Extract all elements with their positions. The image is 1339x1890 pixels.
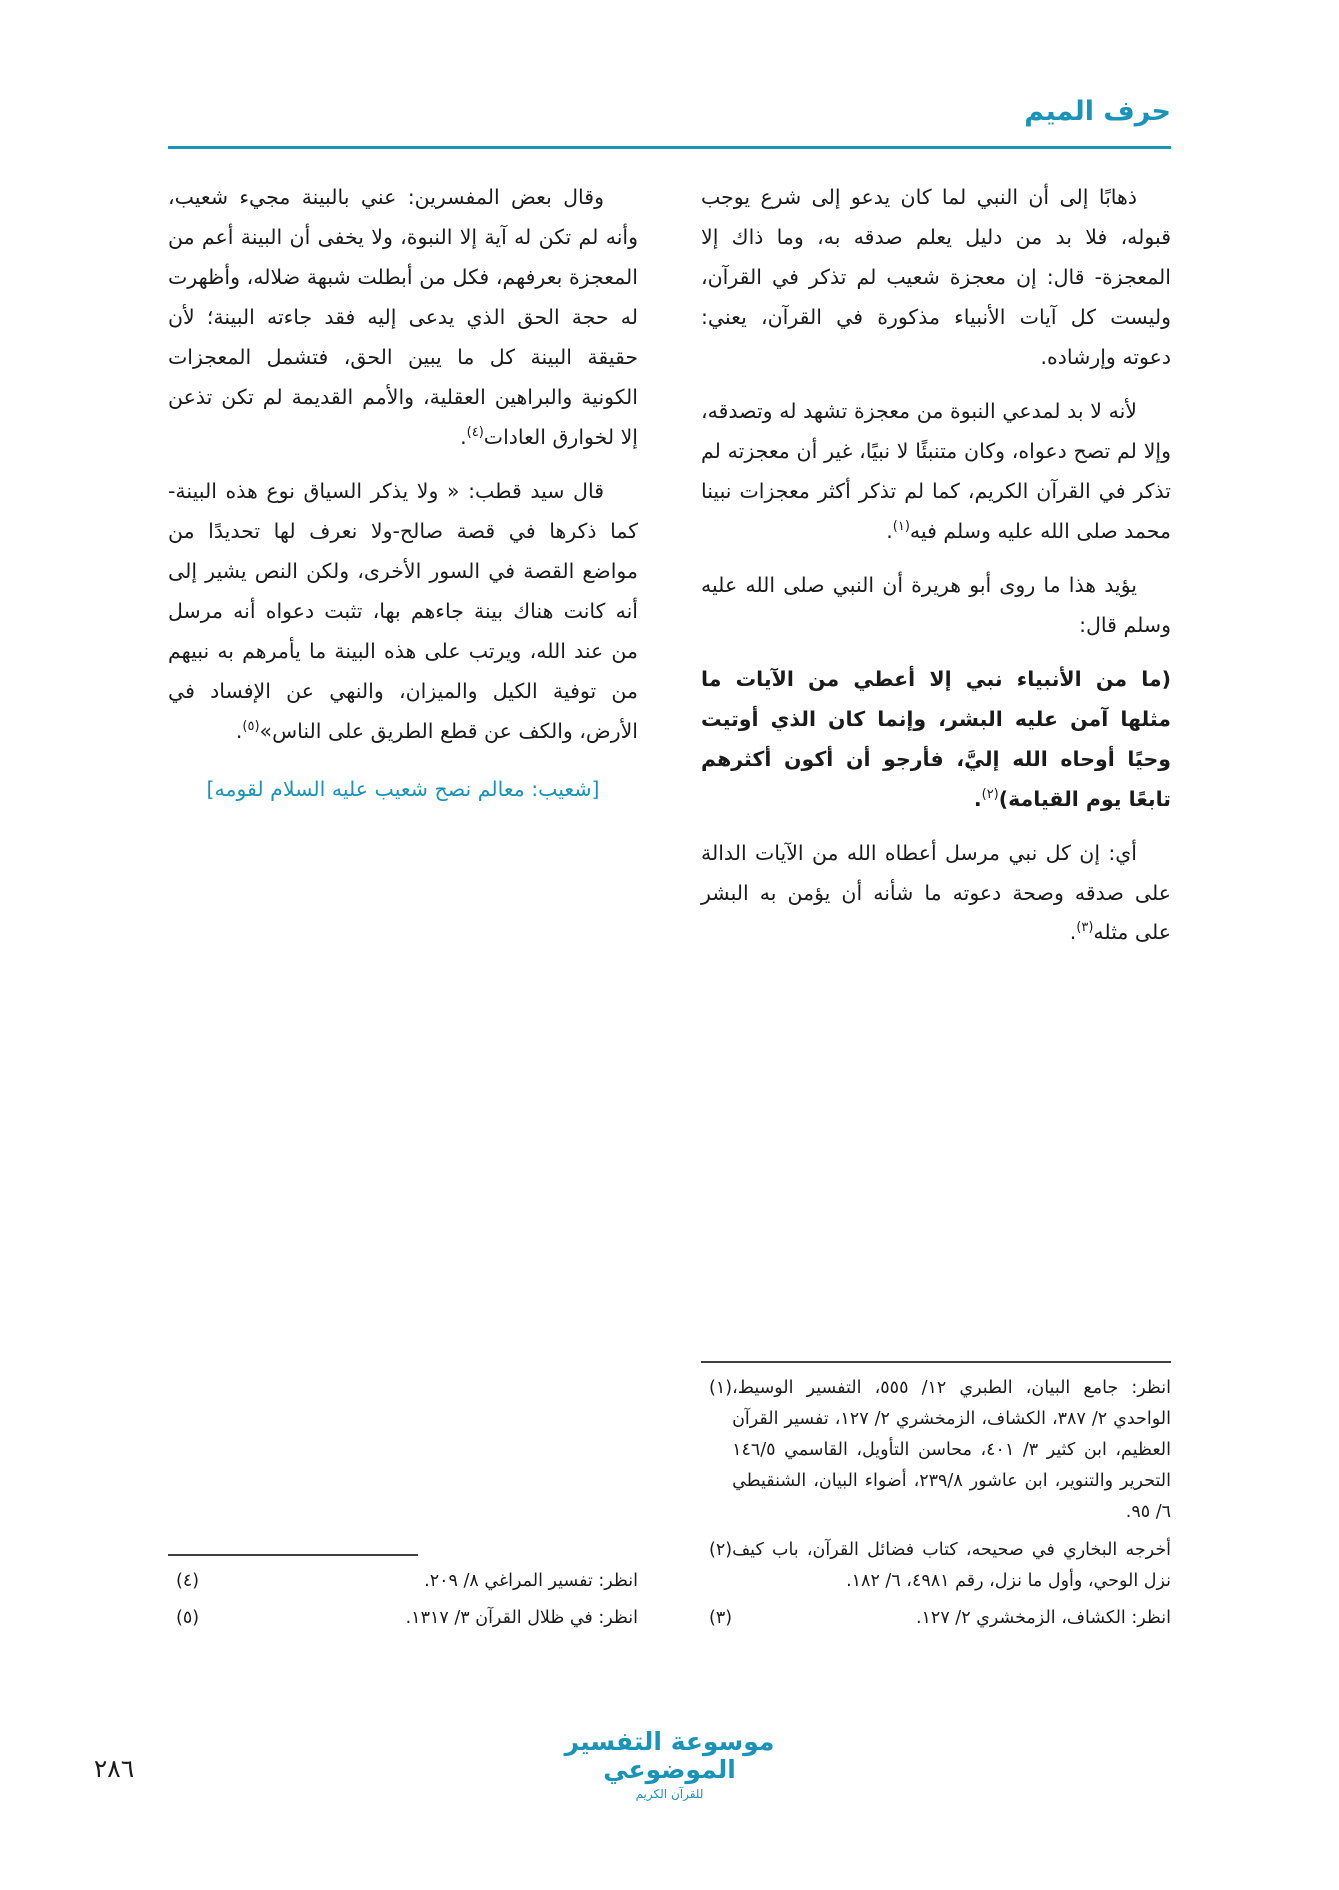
footnote-text: انظر: تفسير المراغي ٨/ ٢٠٩.	[424, 1570, 638, 1591]
footnote-number: (٥)	[176, 1607, 200, 1628]
paragraph: ذهابًا إلى أن النبي لما كان يدعو إلى شرع يوجب قبوله، فلا بد من دليل يعلم صدقه به، وما ذاك إلا المعجزة- قال: إن معجزة شعيب لم تذكر في القرآن، وليست كل آيات الأنبياء مذكورة في القرآن، يعني: دعوته وإرشاده.	[701, 185, 1171, 369]
paragraph: قال سيد قطب: « ولا يذكر السياق نوع هذه البينة-كما ذكرها في قصة صالح-ولا نعرف لها تحديدًا من مواضع القصة في السور الأخرى، ولكن النص يشير إلى أنه كانت هناك بينة جاءهم بها، تثبت دعواه أنه مرسل من عند الله، ويرتب على هذه البينة ما يأمرهم به نبيهم من توفية الكيل والميزان، والنهي عن الإفساد في الأرض، والكف عن قطع الطريق على الناس»$^{(٥)}$.	[168, 478, 638, 743]
logo-main-text: موسوعة التفسير الموضوعي	[564, 1727, 775, 1784]
footnote-item	[168, 1566, 638, 1597]
page-number: ٢٨٦	[93, 1754, 135, 1783]
footnote-number: (١)	[709, 1377, 733, 1398]
page-header	[168, 96, 1171, 156]
footnote-divider	[701, 1361, 1171, 1363]
two-column-body	[168, 178, 1171, 1640]
footnote-ref: (١)	[892, 518, 910, 534]
footnote-ref: (٤)	[466, 424, 484, 440]
footnote-ref: (٢)	[981, 786, 999, 802]
footnote-ref: (٥)	[242, 718, 260, 734]
footnote-text: انظر: جامع البيان، الطبري ١٢/ ٥٥٥، التفسير الوسيط، الواحدي ٢/ ٣٨٧، الكشاف، الزمخشري ٢/ ١٢٧، تفسير القرآن العظيم، ابن كثير ٣/ ٤٠١، محاسن التأويل، القاسمي ١٤٦/٥ التحرير والتنوير، ابن عاشور ٢٣٩/٨، أضواء البيان، الشنقيطي ٦/ ٩٥.	[732, 1377, 1172, 1523]
footnote-ref: (٣)	[1076, 920, 1094, 936]
footnote-item	[701, 1373, 1171, 1529]
column-right	[701, 178, 1171, 967]
logo-sub-text: للقرآن الكريم	[635, 1787, 704, 1801]
hadith-quote: (ما من الأنبياء نبي إلا أعطي من الآيات ما مثلها آمن عليه البشر، وإنما كان الذي أوتيت وحيًا أوحاه الله إليَّ، فأرجو أن أكون أكثرهم تابعًا يوم القيامة)$^{(٢)}$.	[701, 666, 1171, 811]
paragraph: يؤيد هذا ما روى أبو هريرة أن النبي صلى الله عليه وسلم قال:	[701, 572, 1171, 637]
footnote-divider	[168, 1554, 418, 1556]
page-footer	[0, 1728, 1339, 1838]
footnote-text: أخرجه البخاري في صحيحه، كتاب فضائل القرآن، باب كيف نزل الوحي، وأول ما نزل، رقم ٤٩٨١، ٦/ ١٨٢.	[732, 1539, 1171, 1591]
column-left	[168, 178, 638, 809]
footnote-item	[701, 1603, 1171, 1634]
paragraph: وقال بعض المفسرين: عني بالبينة مجيء شعيب، وأنه لم تكن له آية إلا النبوة، ولا يخفى أن البينة أعم من المعجزة بعرفهم، فكل من أبطلت شبهة ضلاله، وأظهرت له حجة الحق الذي يدعى إليه فقد جاءته البينة؛ لأن حقيقة البينة كل ما يبين الحق، فتشمل المعجزات الكونية والبراهين العقلية، والأمم القديمة لم تكن تذعن إلا لخوارق العادات$^{(٤)}$.	[168, 185, 638, 449]
paragraph: أي: إن كل نبي مرسل أعطاه الله من الآيات الدالة على صدقه وصحة دعوته ما شأنه أن يؤمن به البشر على مثله$^{(٣)}$.	[701, 840, 1171, 945]
footnote-number: (٣)	[709, 1607, 733, 1628]
footnote-text: انظر: الكشاف، الزمخشري ٢/ ١٢٧.	[915, 1607, 1171, 1628]
paragraph: لأنه لا بد لمدعي النبوة من معجزة تشهد له وتصدقه، وإلا لم تصح دعواه، وكان متنبئًا لا نبيًا، غير أن معجزته لم تذكر في القرآن الكريم، كما لم تذكر أكثر معجزات نبينا محمد صلى الله عليه وسلم فيه$^{(١)}$.	[701, 398, 1171, 543]
footnote-item	[168, 1603, 638, 1634]
footnotes-left	[168, 1554, 638, 1640]
footnote-text: انظر: في ظلال القرآن ٣/ ١٣١٧.	[405, 1607, 638, 1628]
header-divider	[168, 146, 1171, 149]
footnote-number: (٤)	[176, 1570, 200, 1591]
footnotes-right	[701, 1361, 1171, 1640]
footnote-number: (٢)	[709, 1539, 733, 1560]
section-heading-note: [شعيب: معالم نصح شعيب عليه السلام لقومه]	[206, 776, 600, 801]
header-title: حرف الميم	[1024, 96, 1171, 127]
footnote-item	[701, 1535, 1171, 1597]
publisher-logo	[540, 1728, 800, 1801]
